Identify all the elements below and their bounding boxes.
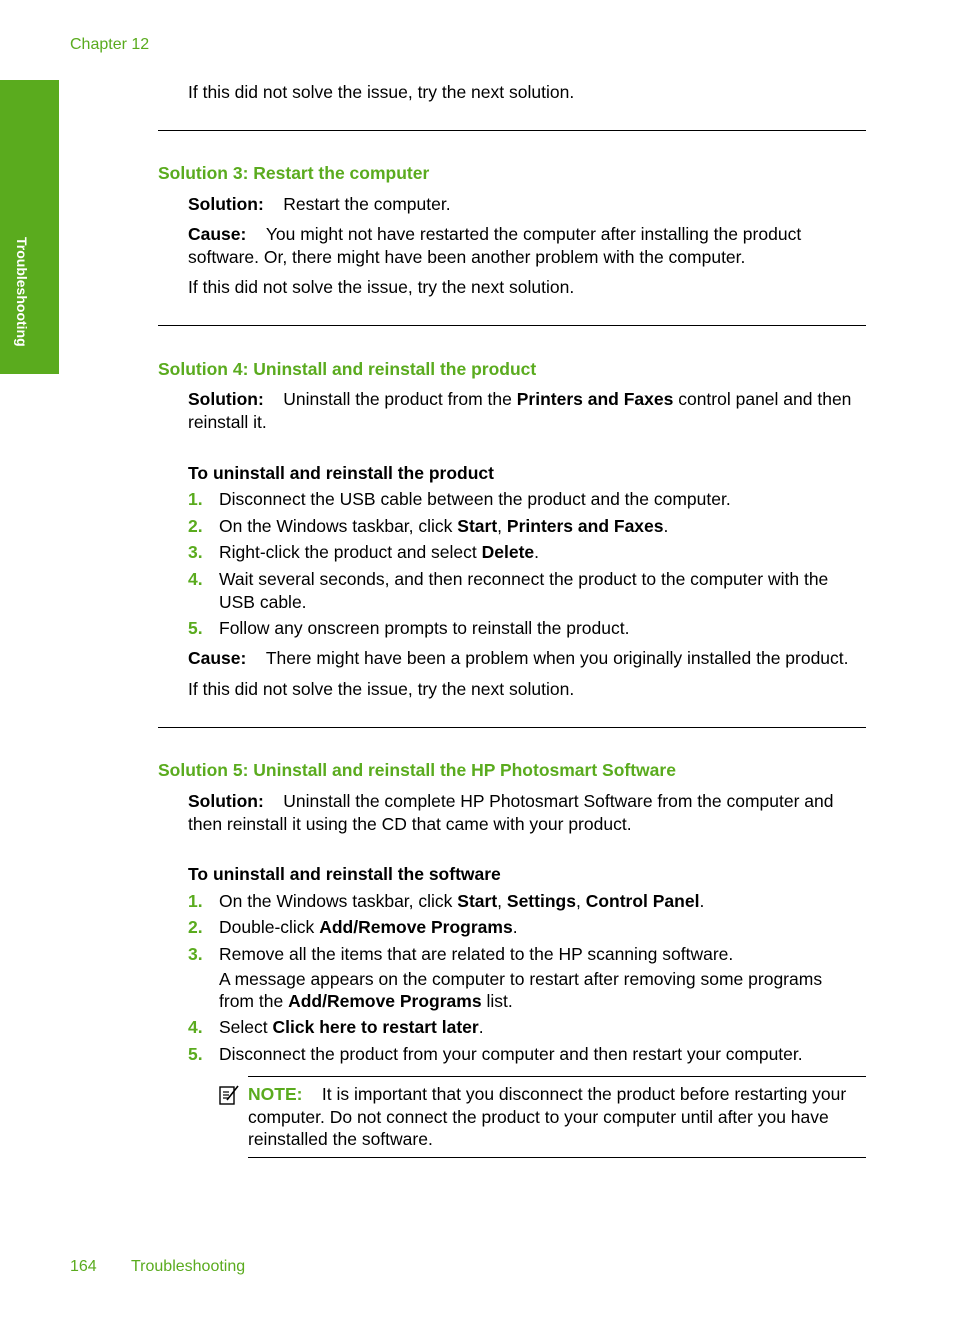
solution-3-next: If this did not solve the issue, try the next solution.: [188, 277, 575, 297]
solution-3-solution: [188, 193, 868, 216]
step-number: 3.: [188, 944, 203, 964]
step-text: Right-click the product and select Delete.: [219, 542, 540, 562]
solution-4-solution: [188, 388, 868, 433]
solution-4-heading: Solution 4: Uninstall and reinstall the product: [158, 359, 537, 379]
step-number: 2.: [188, 917, 203, 937]
step-number: 4.: [188, 1017, 203, 1037]
divider: [158, 130, 866, 131]
solution-text-2: then reinstall it using the CD that came with your product.: [188, 813, 632, 834]
step-text: On the Windows taskbar, click Start, Settings, Control Panel.: [219, 891, 705, 911]
procedure-title: To uninstall and reinstall the product: [188, 463, 494, 483]
divider: [158, 325, 866, 326]
step-text: Double-click Add/Remove Programs.: [219, 917, 518, 937]
solution-5-heading: Solution 5: Uninstall and reinstall the HP Photosmart Software: [158, 760, 676, 780]
solution-text: Uninstall the product from the: [283, 389, 512, 409]
note-bottom-rule: [248, 1157, 866, 1158]
step-text: Wait several seconds, and then reconnect the product to the computer with the USB cable.: [219, 569, 829, 612]
solution-bold-term: Printers and Faxes: [516, 389, 674, 409]
step-text: Disconnect the product from your computer and then restart your computer.: [219, 1044, 803, 1064]
note-text-2: computer. Do not connect the product to your computer until after you have: [248, 1106, 829, 1127]
cause-text: There might have been a problem when you originally installed the product.: [265, 648, 849, 668]
footer-title: Troubleshooting: [131, 1258, 246, 1275]
note-top-rule: [248, 1076, 866, 1077]
cause-text: You might not have restarted the computer after installing the product: [265, 224, 802, 244]
note-label: NOTE:: [248, 1084, 303, 1104]
solution-label: Solution:: [188, 389, 264, 409]
note-text: It is important that you disconnect the product before restarting your: [321, 1084, 847, 1104]
solution-3-heading: Solution 3: Restart the computer: [158, 163, 430, 183]
cause-text-2: software. Or, there might have been another problem with the computer.: [188, 246, 746, 267]
note-icon: [218, 1084, 240, 1106]
solution-3-cause: [188, 223, 868, 268]
solution-text: Uninstall the complete HP Photosmart Software from the computer and: [283, 791, 834, 811]
step-number: 1.: [188, 489, 203, 509]
note-block: [248, 1083, 868, 1151]
solution-text: Restart the computer.: [283, 194, 451, 214]
solution-5-solution: [188, 790, 868, 835]
step-number: 5.: [188, 618, 203, 638]
step-number: 2.: [188, 516, 203, 536]
step-number: 1.: [188, 891, 203, 911]
solution-label: Solution:: [188, 791, 264, 811]
solution-4-next: If this did not solve the issue, try the next solution.: [188, 679, 575, 699]
step-text: Disconnect the USB cable between the product and the computer.: [219, 489, 731, 509]
step-number: 4.: [188, 569, 203, 589]
side-tab-label: Troubleshooting: [14, 237, 30, 347]
cause-label: Cause:: [188, 224, 247, 244]
procedure-title: To uninstall and reinstall the software: [188, 864, 501, 884]
solution-label: Solution:: [188, 194, 264, 214]
chapter-label: Chapter 12: [70, 36, 150, 53]
intro-next-line: If this did not solve the issue, try the next solution.: [188, 82, 575, 102]
cause-label: Cause:: [188, 648, 247, 668]
solution-text-post: control panel and then: [678, 389, 852, 409]
solution-text-2: reinstall it.: [188, 411, 267, 432]
step-text: Remove all the items that are related to the HP scanning software. A message appears on the computer to restart after removing some programs from the Add/Remove Programs list.: [219, 944, 823, 1011]
step-text: Follow any onscreen prompts to reinstall the product.: [219, 618, 630, 638]
divider: [158, 727, 866, 728]
step-number: 3.: [188, 542, 203, 562]
note-text-3: reinstalled the software.: [248, 1129, 433, 1149]
step-text: On the Windows taskbar, click Start, Printers and Faxes.: [219, 516, 669, 536]
step-number: 5.: [188, 1044, 203, 1064]
page-number: 164: [70, 1258, 97, 1275]
solution-4-cause: [188, 647, 868, 670]
step-text: Select Click here to restart later.: [219, 1017, 484, 1037]
